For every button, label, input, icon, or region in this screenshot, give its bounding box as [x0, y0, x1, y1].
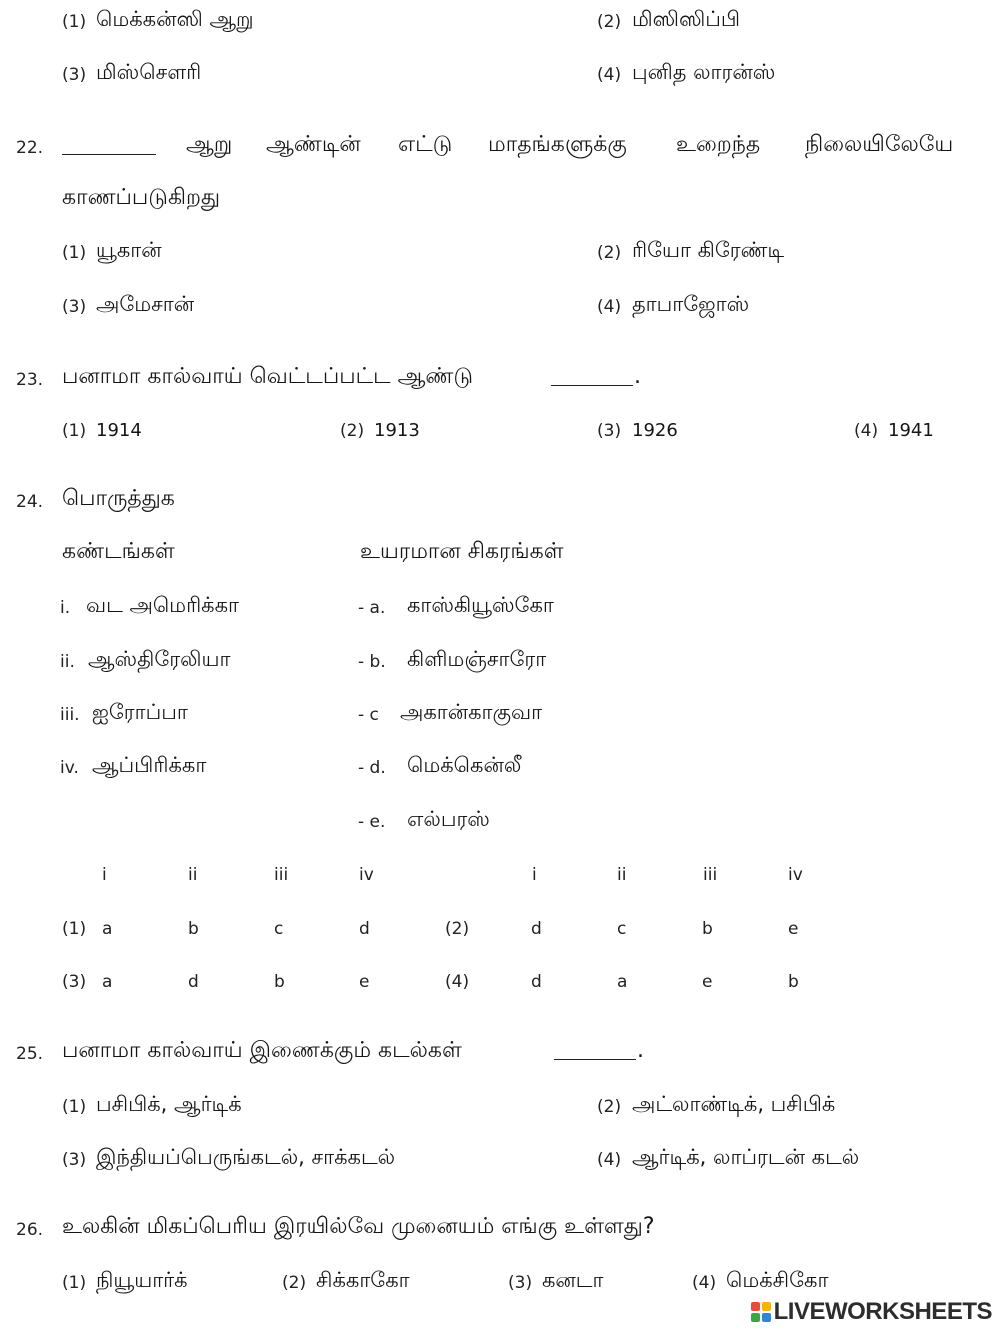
- q24-answer-3-val-3: b: [274, 972, 285, 992]
- q25-option-4-text: ஆர்டிக், லாப்ரடன் கடல்: [632, 1145, 860, 1169]
- q24-grid-header-iv-right: iv: [788, 865, 803, 885]
- q21-option-4-number: (4): [597, 65, 622, 85]
- q25-option-4-number: (4): [597, 1150, 622, 1170]
- q25-option-1-text: பசிபிக், ஆர்டிக்: [96, 1092, 242, 1116]
- q24-answer-2-val-3: b: [702, 919, 713, 939]
- q24-left-1-text: வட அமெரிக்கா: [86, 593, 240, 617]
- q23-end-mark: .: [634, 364, 641, 389]
- q22-option-1-text: யூகான்: [96, 238, 162, 262]
- liveworksheets-logo: [751, 1298, 992, 1326]
- question-26-number: 26.: [16, 1220, 44, 1240]
- q23-option-2-text: 1913: [374, 420, 420, 441]
- q22-option-2-text: ரியோ கிரேண்டி: [632, 238, 785, 262]
- q24-left-2-text: ஆஸ்திரேலியா: [88, 647, 231, 671]
- q21-option-3-number: (3): [62, 65, 87, 85]
- q24-right-e-number: - e.: [358, 812, 386, 832]
- q22-option-1-number: (1): [62, 243, 87, 263]
- q24-answer-2-val-2: c: [617, 919, 627, 939]
- q26-option-2-text: சிக்காகோ: [316, 1268, 410, 1292]
- q26-text: உலகின் மிகப்பெரிய இரயில்வே முனையம் எங்கு உள்ளது?: [62, 1214, 655, 1239]
- q22-option-4-number: (4): [597, 297, 622, 317]
- q23-option-4-text: 1941: [888, 420, 934, 441]
- q25-option-2-text: அட்லாண்டிக், பசிபிக்: [632, 1092, 836, 1116]
- q24-left-3-text: ஐரோப்பா: [92, 700, 188, 724]
- q23-answer-blank[interactable]: [551, 381, 633, 386]
- liveworksheets-logo-text: LIVEWORKSHEETS: [773, 1298, 992, 1325]
- q23-option-3-text: 1926: [632, 420, 678, 441]
- q22-option-3-number: (3): [62, 297, 87, 317]
- q23-option-3-number: (3): [597, 421, 622, 441]
- liveworksheets-logo-icon: [751, 1302, 771, 1322]
- q24-right-b-number: - b.: [358, 652, 386, 672]
- q23-option-2-number: (2): [340, 421, 365, 441]
- q24-right-d-text: மெக்கென்லீ: [407, 753, 522, 777]
- q24-left-4-text: ஆப்பிரிக்கா: [92, 753, 207, 777]
- q24-grid-header-iii-right: iii: [703, 865, 718, 885]
- q26-option-2-number: (2): [282, 1273, 307, 1293]
- q24-left-header: கண்டங்கள்: [62, 539, 175, 564]
- q24-answer-3-number: (3): [62, 972, 87, 992]
- q22-option-3-text: அமேசான்: [96, 292, 195, 316]
- q22-word-1: ஆறு: [186, 132, 233, 157]
- q24-answer-1-val-3: c: [274, 919, 284, 939]
- q24-left-2-number: ii.: [60, 652, 75, 672]
- q24-answer-4-val-4: b: [788, 972, 799, 992]
- q21-option-3-text: மிஸ்சௌரி: [96, 60, 202, 84]
- q24-answer-3-val-1: a: [102, 972, 113, 992]
- q23-text: பனாமா கால்வாய் வெட்டப்பட்ட ஆண்டு: [62, 364, 474, 389]
- q24-answer-4-val-2: a: [617, 972, 628, 992]
- q23-option-4-number: (4): [854, 421, 879, 441]
- q24-right-header: உயரமான சிகரங்கள்: [360, 539, 564, 564]
- q24-right-e-text: எல்பரஸ்: [407, 807, 490, 831]
- q24-right-d-number: - d.: [358, 758, 386, 778]
- q26-option-3-number: (3): [508, 1273, 533, 1293]
- question-25-number: 25.: [16, 1044, 44, 1064]
- q21-option-1-text: மெக்கன்ஸி ஆறு: [96, 7, 254, 31]
- q24-grid-header-i-right: i: [532, 865, 537, 885]
- q25-text: பனாமா கால்வாய் இணைக்கும் கடல்கள்: [62, 1038, 462, 1063]
- q22-option-4-text: தாபாஜோஸ்: [632, 292, 750, 316]
- q26-option-4-text: மெக்சிகோ: [726, 1268, 829, 1292]
- question-23-number: 23.: [16, 370, 44, 390]
- q26-option-1-number: (1): [62, 1273, 87, 1293]
- q24-answer-1-number: (1): [62, 919, 87, 939]
- q24-answer-2-number: (2): [445, 919, 470, 939]
- q24-right-c-text: அகான்காகுவா: [400, 700, 543, 724]
- q25-end-mark: .: [637, 1038, 644, 1063]
- q22-word-5: உறைந்த: [676, 132, 761, 157]
- q22-option-2-number: (2): [597, 243, 622, 263]
- q24-right-a-text: காஸ்கியூஸ்கோ: [407, 593, 554, 617]
- q24-answer-3-val-2: d: [188, 972, 199, 992]
- q24-answer-4-val-1: d: [531, 972, 542, 992]
- q24-grid-header-iii-left: iii: [274, 865, 289, 885]
- q23-option-1-text: 1914: [96, 420, 142, 441]
- q23-option-1-number: (1): [62, 421, 87, 441]
- q24-answer-4-val-3: e: [702, 972, 713, 992]
- q24-answer-4-number: (4): [445, 972, 470, 992]
- q22-word-2: ஆண்டின்: [266, 132, 361, 157]
- q24-answer-1-val-4: d: [359, 919, 370, 939]
- q22-word-3: எட்டு: [398, 132, 453, 157]
- q25-option-2-number: (2): [597, 1097, 622, 1117]
- q26-option-3-text: கனடா: [542, 1268, 604, 1292]
- q24-left-3-number: iii.: [60, 705, 80, 725]
- q24-left-4-number: iv.: [60, 758, 79, 778]
- q24-answer-2-val-4: e: [788, 919, 799, 939]
- q24-answer-1-val-2: b: [188, 919, 199, 939]
- question-22-number: 22.: [16, 138, 44, 158]
- q26-option-4-number: (4): [692, 1273, 717, 1293]
- q24-left-1-number: i.: [60, 598, 71, 618]
- q24-right-b-text: கிளிமஞ்சாரோ: [407, 647, 547, 671]
- q24-grid-header-ii-right: ii: [617, 865, 627, 885]
- q25-option-1-number: (1): [62, 1097, 87, 1117]
- q24-answer-3-val-4: e: [359, 972, 370, 992]
- q24-grid-header-i-left: i: [102, 865, 107, 885]
- q21-option-4-text: புனித லாரன்ஸ்: [632, 60, 776, 84]
- q22-word-4: மாதங்களுக்கு: [488, 132, 627, 157]
- q24-answer-2-val-1: d: [531, 919, 542, 939]
- q22-word-6: நிலையிலேயே: [805, 132, 954, 157]
- q25-option-3-text: இந்தியப்பெருங்கடல், சாக்கடல்: [96, 1145, 396, 1169]
- q22-text-line-2: காணப்படுகிறது: [62, 185, 221, 210]
- q21-option-2-text: மிஸிஸிப்பி: [632, 7, 741, 31]
- q25-answer-blank[interactable]: [554, 1055, 636, 1060]
- q25-option-3-number: (3): [62, 1150, 87, 1170]
- q26-option-1-text: நியூயார்க்: [96, 1268, 188, 1292]
- q21-option-1-number: (1): [62, 12, 87, 32]
- question-24-number: 24.: [16, 492, 44, 512]
- q24-grid-header-iv-left: iv: [359, 865, 374, 885]
- q24-answer-1-val-1: a: [102, 919, 113, 939]
- q21-option-2-number: (2): [597, 12, 622, 32]
- q24-right-c-number: - c: [358, 705, 379, 725]
- q24-title: பொருத்துக: [62, 486, 175, 511]
- q24-right-a-number: - a.: [358, 598, 386, 618]
- q24-grid-header-ii-left: ii: [188, 865, 198, 885]
- q22-answer-blank[interactable]: [62, 150, 156, 155]
